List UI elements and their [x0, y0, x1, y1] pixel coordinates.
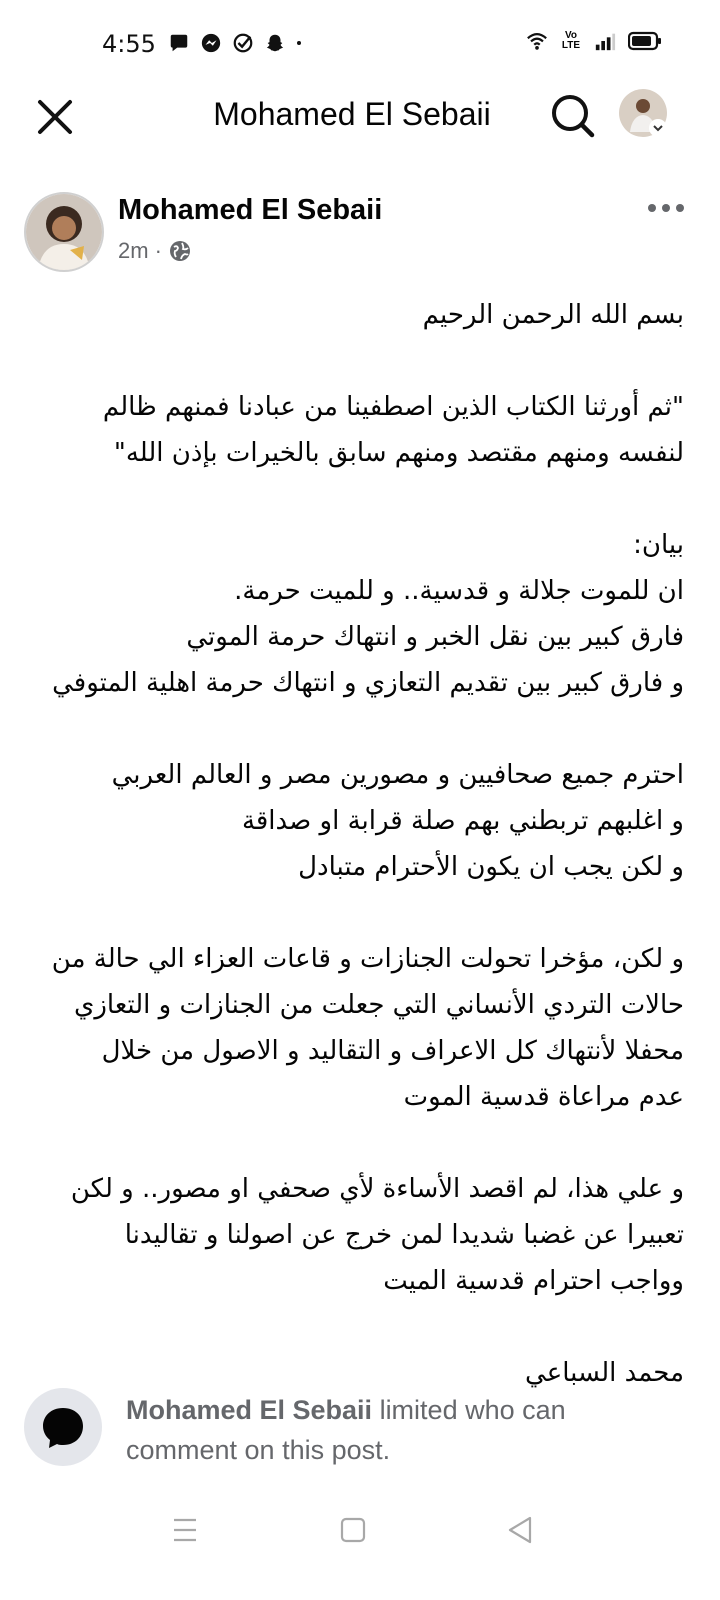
post-text-line: فارق كبير بين نقل الخبر و انتهاك حرمة الموتي	[186, 622, 684, 652]
comment-icon-circle	[24, 1388, 102, 1466]
status-time: 4:55	[102, 30, 156, 58]
chat-bubble-icon	[168, 32, 190, 54]
comment-bubble-icon	[24, 1388, 102, 1466]
post-header	[0, 192, 720, 282]
post-text-line: و علي هذا، لم اقصد الأساءة لأي صحفي او مصور.. و لكن	[70, 1174, 684, 1204]
post-text-line: و اغلبهم تربطني بهم صلة قرابة او صداقة	[241, 806, 684, 836]
meta-separator: ·	[154, 238, 162, 263]
post-text-line: محفلا لأنتهاك كل الاعراف و التقاليد و الاصول من خلال	[101, 1036, 684, 1066]
paragraph-gap	[20, 476, 684, 522]
globe-icon	[168, 239, 192, 263]
battery-icon	[628, 30, 662, 52]
post-text-line: احترم جميع صحافيين و مصورين مصر و العالم العربي	[111, 760, 684, 790]
post-text-line: بسم الله الرحمن الرحيم	[422, 300, 684, 330]
paragraph-gap	[20, 890, 684, 936]
limited-comments-notice	[0, 1388, 720, 1478]
post-text-line: محمد السباعي	[525, 1358, 684, 1388]
snapchat-icon	[264, 32, 286, 54]
home-square-icon[interactable]	[333, 1510, 373, 1550]
status-bar	[0, 0, 720, 88]
notice-message: limited who can comment on this post.	[126, 1395, 566, 1465]
post-text-line: حالات التردي الأنساني التي جعلت من الجنازات و التعازي	[74, 990, 684, 1020]
more-options-icon[interactable]	[644, 196, 688, 220]
menu-icon[interactable]	[165, 1510, 205, 1550]
avatar-image	[26, 194, 102, 270]
notice-text	[126, 1390, 646, 1470]
post-text	[20, 292, 684, 1396]
top-app-bar	[0, 88, 720, 150]
post-meta	[118, 238, 192, 264]
signal-icon	[592, 30, 618, 52]
post-text-line: وواجب احترام قدسية الميت	[383, 1266, 684, 1296]
author-avatar[interactable]	[24, 192, 104, 272]
page-title: Mohamed El Sebaii	[213, 96, 491, 132]
post-text-line: "ثم أورثنا الكتاب الذين اصطفينا من عبادنا فمنهم ظالم	[102, 392, 684, 422]
post-text-line: عدم مراعاة قدسية الموت	[403, 1082, 684, 1112]
post-text-line: و فارق كبير بين تقديم التعازي و انتهاك حرمة اهلية المتوفي	[52, 668, 684, 698]
paragraph-gap	[20, 338, 684, 384]
wifi-icon	[524, 30, 550, 52]
system-nav-bar	[0, 1498, 720, 1558]
paragraph-gap	[20, 1120, 684, 1166]
profile-avatar-dropdown[interactable]	[618, 88, 668, 138]
post-text-line: تعبيرا عن غضبا شديدا لمن خرج عن اصولنا و تقاليدنا	[124, 1220, 684, 1250]
search-icon[interactable]	[548, 91, 598, 141]
post-text-line: و لكن، مؤخرا تحولت الجنازات و قاعات العزاء الي حالة من	[51, 944, 684, 974]
notice-author-name: Mohamed El Sebaii	[126, 1395, 373, 1425]
paragraph-gap	[20, 1304, 684, 1350]
back-triangle-icon[interactable]	[500, 1510, 540, 1550]
post-text-line: و لكن يجب ان يكون الأحترام متبادل	[298, 852, 684, 882]
post-author-name[interactable]: Mohamed El Sebaii	[118, 194, 383, 226]
dot-icon	[296, 32, 308, 54]
messenger-icon	[200, 32, 222, 54]
post-time[interactable]: 2m	[118, 238, 149, 263]
volte-icon: Vo LTE	[561, 30, 581, 51]
check-circle-icon	[232, 32, 254, 54]
paragraph-gap	[20, 706, 684, 752]
post-text-line: لنفسه ومنهم مقتصد ومنهم سابق بالخيرات بإذن الله"	[113, 438, 684, 468]
post-text-line: ان للموت جلالة و قدسية.. و للميت حرمة.	[234, 576, 684, 606]
post-text-line: بيان:	[633, 530, 684, 560]
